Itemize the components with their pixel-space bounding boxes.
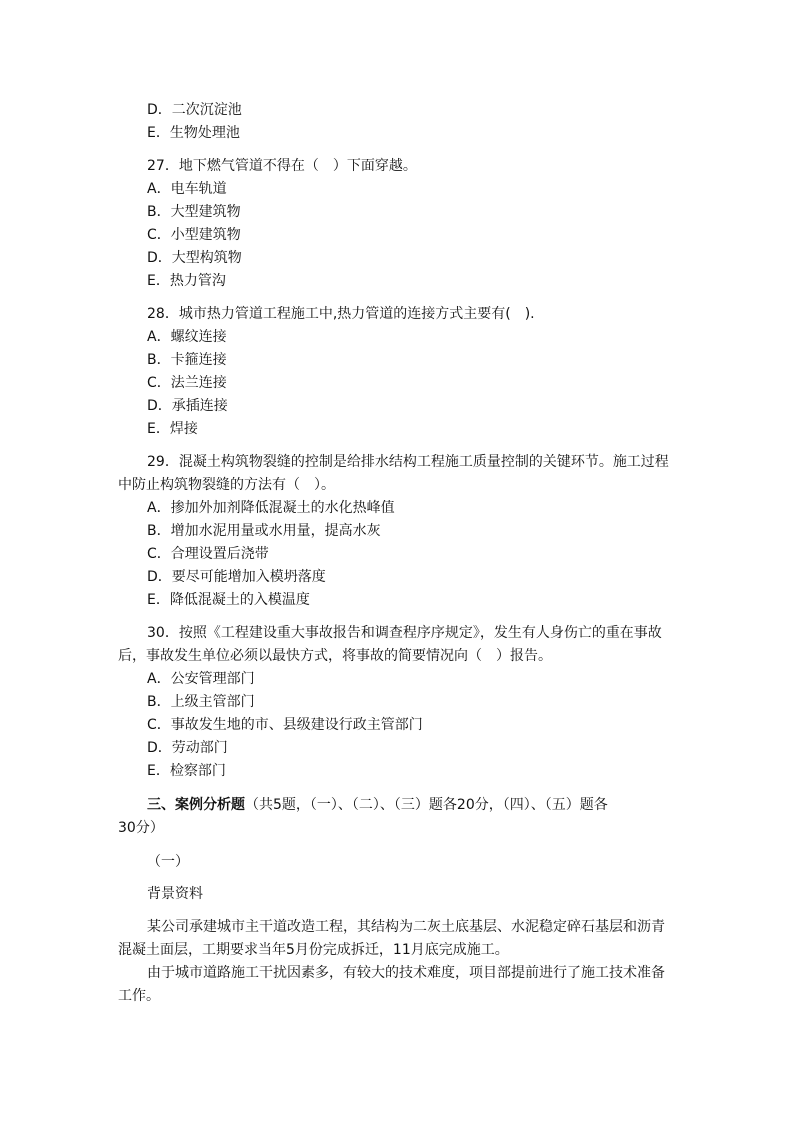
question-27-stem: 27．地下燃气管道不得在（ ）下面穿越。 — [147, 158, 417, 174]
section-3-heading — [147, 795, 608, 815]
case-1-heading: 背景资料 — [147, 886, 203, 902]
question-29-option-d: D．要尽可能增加入模坍落度 — [147, 569, 326, 585]
question-30-option-e: E．检察部门 — [147, 763, 226, 779]
question-29-option-e: E．降低混凝土的入模温度 — [147, 592, 310, 608]
question-30-option-a: A．公安管理部门 — [147, 671, 255, 687]
question-27-option-a: A．电车轨道 — [147, 181, 227, 197]
question-27-option-c: C．小型建筑物 — [147, 227, 241, 243]
question-30-stem-line1: 30．按照《工程建设重大事故报告和调查程序序规定》，发生有人身伤亡的重在事故 — [147, 625, 662, 641]
question-30-option-d: D．劳动部门 — [147, 740, 228, 756]
question-27-option-b: B．大型建筑物 — [147, 204, 241, 220]
question-28-option-c: C．法兰连接 — [147, 375, 227, 391]
option-e: E．生物处理池 — [147, 125, 240, 141]
case-1-number: （一） — [147, 854, 189, 870]
question-28-option-b: B．卡箍连接 — [147, 352, 227, 368]
question-30-option-c: C．事故发生地的市、县级建设行政主管部门 — [147, 717, 423, 733]
question-29-stem-line2: 中防止构筑物裂缝的方法有（ ）。 — [118, 477, 335, 493]
question-27-option-e: E．热力管沟 — [147, 273, 226, 289]
question-29-option-a: A．掺加外加剂降低混凝土的水化热峰值 — [147, 500, 395, 516]
question-28-option-d: D．承插连接 — [147, 398, 228, 414]
question-28-option-e: E．焊接 — [147, 421, 198, 437]
question-29-stem-line1: 29．混凝土构筑物裂缝的控制是给排水结构工程施工质量控制的关键环节。施工过程 — [147, 454, 669, 470]
question-28-option-a: A．螺纹连接 — [147, 329, 227, 345]
case-1-para2-line2: 工作。 — [118, 988, 160, 1004]
question-30-option-b: B．上级主管部门 — [147, 694, 255, 710]
section-3-title: 三、案例分析题 — [147, 797, 245, 813]
question-29-option-b: B．增加水泥用量或水用量，提高水灰 — [147, 523, 381, 539]
case-1-para1-line2: 混凝土面层，工期要求当年5月份完成拆迁，11月底完成施工。 — [118, 942, 509, 958]
case-1-para1-line1: 某公司承建城市主干道改造工程，其结构为二灰土底基层、水泥稳定碎石基层和沥青 — [147, 919, 665, 935]
section-3-note: （共5题，（一）、（二）、（三）题各20分，（四）、（五）题各 — [245, 797, 608, 813]
question-28-stem: 28．城市热力管道工程施工中,热力管道的连接方式主要有( ). — [147, 306, 535, 322]
question-29-option-c: C．合理设置后浇带 — [147, 546, 269, 562]
question-30-stem-line2: 后，事故发生单位必须以最快方式，将事故的简要情况向（ ）报告。 — [118, 648, 552, 664]
question-27-option-d: D．大型构筑物 — [147, 250, 242, 266]
case-1-para2-line1: 由于城市道路施工干扰因素多，有较大的技术难度，项目部提前进行了施工技术准备 — [147, 965, 665, 981]
option-d: D．二次沉淀池 — [147, 102, 242, 118]
section-3-note-line2: 30分） — [118, 820, 164, 836]
